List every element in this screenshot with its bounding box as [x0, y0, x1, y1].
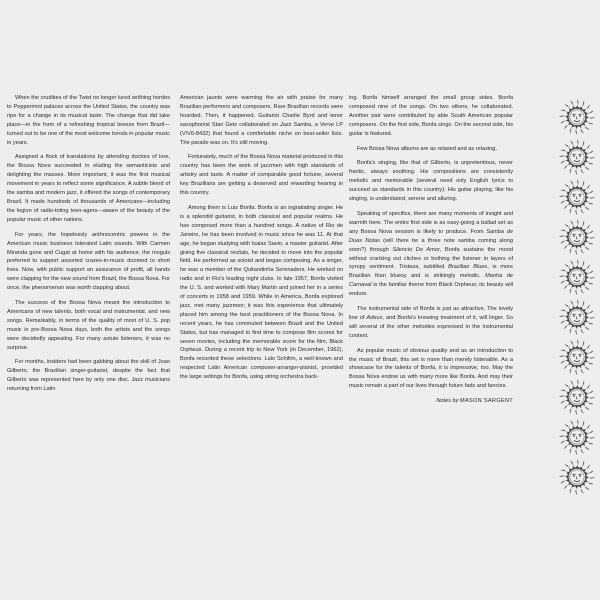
- text-run: Speaking of specifics, there are many moments of insight and warmth here. The entire first side is as easy-going a ballad set as any Bossa Nova session is likely to produce. From: [349, 210, 513, 235]
- paragraph: Few Bossa Nova albums are as relaxed and as relaxing.: [357, 145, 497, 152]
- text-run: The instrumental side of Bonfa is just as attractive. The lovely line of: [349, 306, 513, 321]
- sun-face-icon: [557, 217, 597, 257]
- song-title: Tristeza: [398, 264, 419, 271]
- paragraph: Assigned a flock of translations by attending doctors of lore, the Bossa Nova succeeded in eluding the semanticists and delighting the masses. More important, it was the first musical movement in years to reflect some significance. A subtle blend of the samba and modern jazz, it offered the songs of contemporary Brazil. It made hundreds of thousands of Americans—including the legion of radio-toting teen-agers—aware of the beauty of the popular music of other nations.: [7, 154, 170, 223]
- paragraph: Bonfa's singing, like that of Gilberto, is unpretentious, never frantic, always soothing. His compositions are consistently melodic and memorable (several need only English lyrics to succeed as standards in this country). His guitar playing, like his singing, is understated, serene and alluring.: [349, 160, 513, 203]
- paragraph: [349, 210, 513, 299]
- sun-face-icon: [557, 297, 597, 337]
- sun-face-icon: [557, 97, 597, 137]
- song-title: Manha de Carnaval: [349, 273, 513, 289]
- paragraph: For months, insiders had been gabbing about the skill of Joao Gilberto, the Brazilian singer-guitarist, despite the fact that Gilberto was represented here by only one disc. Jazz musicians returning from Latin: [7, 359, 170, 393]
- text-run: , is more Brazilian than bluesy and is strikingly melodic.: [349, 264, 514, 280]
- sun-face-icon: [557, 177, 597, 217]
- text-run: , and Bonfa's knowing treatment of it, will linger. So will several of the other melodies expressed in the instrumental context.: [349, 314, 514, 339]
- text-column-1: [7, 94, 170, 400]
- song-title: Brazilian Blues: [448, 264, 488, 271]
- song-title: Adeus: [366, 314, 383, 321]
- sun-face-icon: [557, 457, 597, 497]
- paragraph: [180, 94, 343, 147]
- notes-credit: [349, 397, 513, 406]
- sun-face-icon: [557, 417, 597, 457]
- text-run: is the familiar theme from Black Orpheus; its beauty will endure.: [349, 282, 513, 298]
- sun-face-icon: [557, 337, 597, 377]
- credit-author: MASON SARGENT: [459, 398, 513, 405]
- sun-icon-strip: [557, 97, 599, 497]
- song-title: Samba de Duas Notas: [349, 228, 513, 244]
- paragraph: Among them is Luiz Bonfa. Bonfa is an ingratiating singer. He is a splendid guitarist, in both classical and popular realms. He has composed more than a hundred songs. A native of Rio de Janeiro, he has been involved in music since he was 11. At that age, he began studying with Isaias Savio, a master guitarist. After giving five classical recitals, he decided to move into the popular field. He performed as soloist and began composing. As a singer, he was a member of the Quitandinha Serenaders. He worked on radio and in Rio's leading night clubs. In late 1957, Bonfa visited the U. S. and worked with Mary Martin and joined her in a series of concerts in 1958 and 1959. While in America, Bonfa explored jazz, met many jazzmen; it was this experience that ultimately placed him among the best practitioners of the Bossa Nova. In recent years, he has commuted between Brazil and the United States, but has managed to find time to compose film scores for seven movies, including the memorable score for the film, Black Orpheus. During a recent trip to New York (in December, 1962), Bonfa recorded these selections. Lalo Schifrin, a well-known and respected Latin American composer-arranger-pianist, provided the large settings for Bonfa, using string orchestra back-: [180, 204, 343, 381]
- paragraph: [349, 305, 513, 341]
- text-column-2: [180, 94, 343, 388]
- paragraph: As popular music of obvious quality and as an introduction to the music of Brazil, this set is more than merely listenable. As a showcase for the talents of Bonfa, it is impressive, too. May the Bossa Nova endow us with many more like Bonfa. And may their music remain a part of our lives through future fads and fancies.: [349, 347, 513, 390]
- paragraph: When the crudities of the Twist no longer lured writhing hordes to Peppermint palaces across the United States, the country was ripe for a change in its musical taste. The change that did take place—in the form of a refreshing tropical breeze from Brazil—turned out to be one of the most welcome trends in popular music in years.: [7, 95, 170, 146]
- credit-prefix: Notes by: [436, 398, 460, 405]
- text-run: American jaunts were warming the air with praise for many Brazilian performers and composers. Rare Brazilian records were hoarded. Then, it happened. Guitarist Charlie Byrd and tenor saxophonist Stan Getz collaborated on: [180, 95, 343, 128]
- paragraph: The success of the Bossa Nova meant the introduction to Americans of new talents, both vocal and instrumental, and new songs. Remarkably, in terms of the quality of most of U. S. pop music in pre-Bossa Nova days, both the artists and the songs were decidedly appealing. For many astute listeners, it was no surprise.: [7, 300, 170, 351]
- sun-face-icon: [557, 257, 597, 297]
- sun-face-icon: [557, 377, 597, 417]
- text-column-3: [349, 94, 513, 412]
- song-title: Silencio Do Amor: [392, 246, 440, 253]
- text-run: (will there be a three note samba coming along soon?) through: [349, 237, 513, 253]
- text-run: , a Verve LP (V/V6-8432) that found a comfortable niche on best-seller lists. The parade was on. It's still moving.: [180, 121, 343, 146]
- text-run: , Bonfa sustains the mood without cranking out cliches or bothing the listener in layers of syrupy sentiment.: [349, 246, 513, 271]
- paragraph: ing. Bonfa himself arranged the small group sides. Bonfa composed nine of the songs. On two others, he collaborated. Another pair were contributed by able South American popular composers. On the first side, Bonfa sings. On the second side, his guitar is featured.: [349, 95, 513, 137]
- sun-face-icon: [557, 137, 597, 177]
- text-run: , subtitled: [418, 264, 449, 271]
- paragraph: For years, the hopelessly anthnocentric powers in the American music business tolerated Latin sounds. With Carmen Miranda gone and Cugat at home with his audience, the moguls preferred to support assorted crazes-in-music doomed to short lives. Now, with public support an assurance of profit, all hands were clapping for the new sound from Brazil, the Bossa Nova. For once, the phenomenon was worth clapping about.: [7, 231, 170, 292]
- album-title: Jazz Samba: [279, 121, 312, 128]
- paragraph: Fortunately, much of the Bossa Nova material produced in this country has been the work of jazzmen with high standards of artistry and taste. A matter of comparable good fortune, several key Brazilians are getting a deserved and rewarding hearing in this country.: [180, 154, 343, 197]
